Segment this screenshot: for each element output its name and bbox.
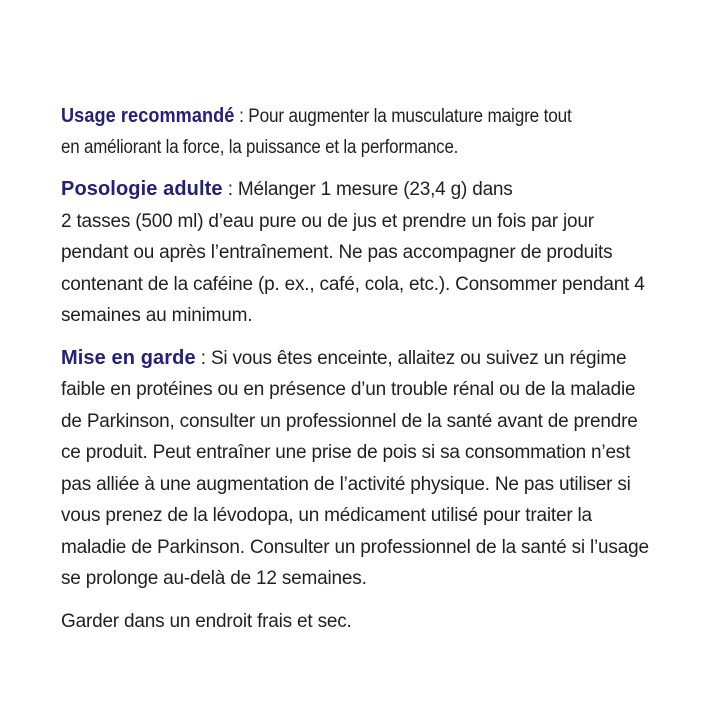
- warning-separator: :: [195, 347, 211, 369]
- product-label-text: [61, 101, 661, 648]
- storage-text: Garder dans un endroit frais et sec.: [61, 610, 352, 632]
- usage-separator: :: [234, 106, 249, 127]
- posology-text: 2 tasses (500 ml) d’eau pure ou de jus et prendre un fois par jour pendant ou après l’entraînement. Ne pas accompagner de produits contenant de la caféine (p. ex., café, cola, etc.). Consommer pendant 4 semaines au minimum.: [61, 210, 645, 326]
- warning-text: Si vous êtes enceinte, allaitez ou suivez un régime faible en protéines ou en présence d’un trouble rénal ou de la maladie de Parkinson, consulter un professionnel de la santé avant de prendre ce produit. Peut entraîner une prise de pois si sa consommation n’est pas alliée à une augmentation de l’activité physique. Ne pas utiliser si vous prenez de la lévodopa, un médicament utilisé pour traiter la maladie de Parkinson. Consulter un professionnel de la santé si l’usage se prolonge au-delà de 12 semaines.: [61, 347, 649, 589]
- usage-label: Usage recommandé: [61, 105, 235, 127]
- posology-label: Posologie adulte: [61, 178, 223, 200]
- usage-text-line-1: Pour augmenter la musculature maigre tout: [248, 106, 572, 127]
- usage-paragraph: [61, 101, 661, 163]
- warning-paragraph: [61, 343, 661, 595]
- posology-separator: :: [222, 179, 238, 200]
- usage-text-line-2: en améliorant la force, la puissance et la performance.: [61, 137, 459, 158]
- posology-paragraph: [61, 174, 661, 332]
- warning-label: Mise en garde: [61, 346, 196, 369]
- storage-paragraph: [61, 606, 661, 638]
- usage-line-1: [61, 101, 604, 132]
- posology-text-line-1: Mélanger 1 mesure (23,4 g) dans: [237, 179, 513, 200]
